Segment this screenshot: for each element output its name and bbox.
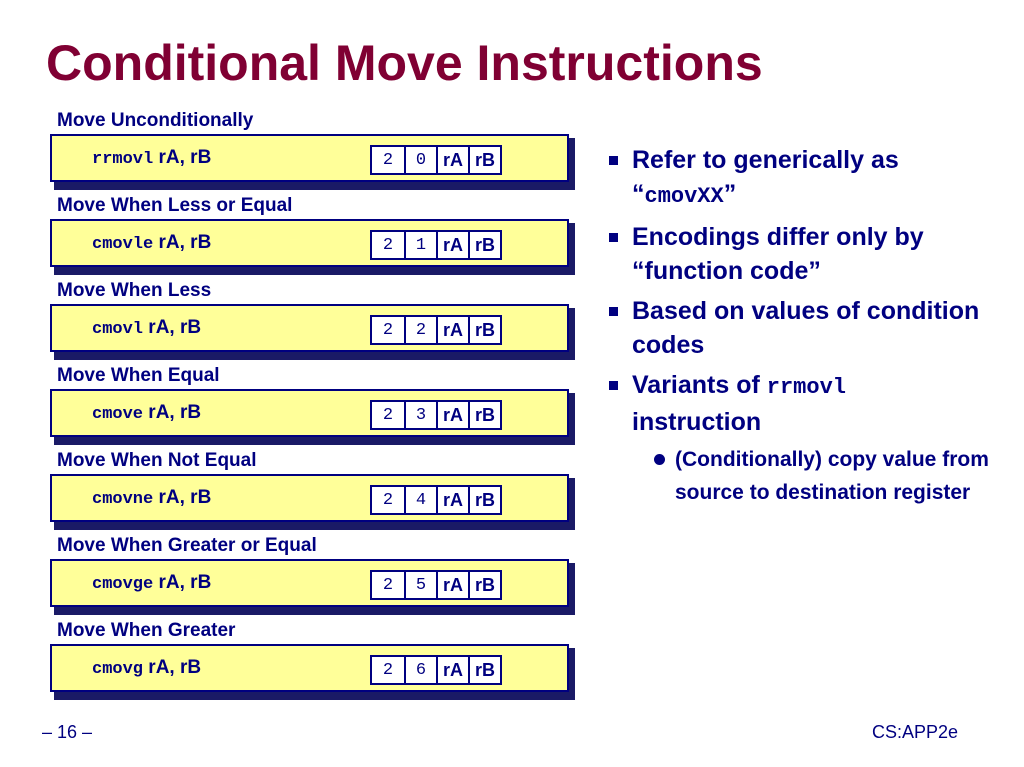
row-label: Move When Not Equal bbox=[57, 450, 257, 471]
rb-cell: rB bbox=[468, 317, 500, 343]
bullet-code: rrmovl bbox=[766, 375, 846, 400]
function-code-cell: 4 bbox=[404, 487, 436, 513]
encoding-bytes bbox=[370, 655, 502, 685]
instruction-syntax bbox=[92, 402, 201, 424]
encoding-bytes bbox=[370, 485, 502, 515]
instruction-box bbox=[50, 304, 569, 352]
ra-cell: rA bbox=[436, 572, 468, 598]
row-label: Move When Equal bbox=[57, 365, 220, 386]
row-label: Move When Greater or Equal bbox=[57, 535, 317, 556]
rb-cell: rB bbox=[468, 402, 500, 428]
rb-cell: rB bbox=[468, 147, 500, 173]
bullet-encodings bbox=[609, 220, 1009, 288]
instruction-syntax bbox=[92, 572, 211, 594]
mnemonic: rrmovl bbox=[92, 150, 154, 169]
round-bullet-icon bbox=[654, 454, 665, 465]
icode-cell: 2 bbox=[382, 235, 394, 255]
operands: rA, rB bbox=[158, 147, 212, 168]
icode-cell: 2 bbox=[382, 575, 394, 595]
encoding-bytes bbox=[370, 145, 502, 175]
function-code-cell: 5 bbox=[404, 572, 436, 598]
ra-cell: rA bbox=[436, 487, 468, 513]
operands: rA, rB bbox=[148, 657, 202, 678]
operands: rA, rB bbox=[158, 232, 212, 253]
square-bullet-icon bbox=[609, 233, 618, 242]
square-bullet-icon bbox=[609, 307, 618, 316]
mnemonic: cmovl bbox=[92, 320, 144, 339]
rb-cell: rB bbox=[468, 572, 500, 598]
course-label: CS:APP2e bbox=[872, 722, 959, 742]
open-quote: “ bbox=[632, 180, 645, 208]
instruction-box bbox=[50, 389, 569, 437]
rb-cell: rB bbox=[468, 487, 500, 513]
bullet-condition-codes bbox=[609, 294, 1009, 362]
rb-cell: rB bbox=[468, 657, 500, 683]
operands: rA, rB bbox=[148, 402, 202, 423]
ra-cell: rA bbox=[436, 232, 468, 258]
instruction-box bbox=[50, 134, 569, 182]
operands: rA, rB bbox=[148, 317, 202, 338]
operands: rA, rB bbox=[158, 572, 212, 593]
icode-cell: 2 bbox=[382, 660, 394, 680]
icode-cell: 2 bbox=[382, 405, 394, 425]
bullet-generic-name bbox=[609, 143, 1009, 214]
encoding-bytes bbox=[370, 400, 502, 430]
ra-cell: rA bbox=[436, 317, 468, 343]
mnemonic: cmovge bbox=[92, 575, 154, 594]
mnemonic: cmove bbox=[92, 405, 144, 424]
function-code-cell: 1 bbox=[404, 232, 436, 258]
icode-cell: 2 bbox=[382, 490, 394, 510]
instruction-syntax bbox=[92, 232, 211, 254]
square-bullet-icon bbox=[609, 156, 618, 165]
rb-cell: rB bbox=[468, 232, 500, 258]
row-label: Move When Less or Equal bbox=[57, 195, 293, 216]
mnemonic: cmovg bbox=[92, 660, 144, 679]
ra-cell: rA bbox=[436, 402, 468, 428]
bullet-text: Refer to generically as bbox=[632, 146, 899, 174]
page-number: – 16 – bbox=[42, 722, 93, 742]
row-label: Move When Greater bbox=[57, 620, 236, 641]
instruction-syntax bbox=[92, 147, 211, 169]
instruction-syntax bbox=[92, 487, 211, 509]
bullet-text: Variants of bbox=[632, 371, 760, 399]
ra-cell: rA bbox=[436, 147, 468, 173]
function-code-cell: 2 bbox=[404, 317, 436, 343]
bullet-text: Encodings differ only by “function code” bbox=[632, 223, 924, 285]
sub-bullet-text: (Conditionally) copy value from source to destination register bbox=[675, 448, 989, 504]
function-code-cell: 6 bbox=[404, 657, 436, 683]
mnemonic: cmovne bbox=[92, 490, 154, 509]
slide-title: Conditional Move Instructions bbox=[46, 35, 763, 91]
encoding-bytes bbox=[370, 315, 502, 345]
encoding-bytes bbox=[370, 230, 502, 260]
mnemonic: cmovle bbox=[92, 235, 154, 254]
instruction-box bbox=[50, 559, 569, 607]
square-bullet-icon bbox=[609, 381, 618, 390]
bullet-text: Based on values of condition codes bbox=[632, 297, 980, 359]
ra-cell: rA bbox=[436, 657, 468, 683]
instruction-box bbox=[50, 644, 569, 692]
operands: rA, rB bbox=[158, 487, 212, 508]
instruction-box bbox=[50, 219, 569, 267]
instruction-box bbox=[50, 474, 569, 522]
icode-cell: 2 bbox=[382, 320, 394, 340]
row-label: Move Unconditionally bbox=[57, 110, 254, 131]
bullet-list bbox=[609, 143, 1009, 509]
icode-cell: 2 bbox=[382, 150, 394, 170]
bullet-text-tail: instruction bbox=[632, 408, 762, 436]
function-code-cell: 3 bbox=[404, 402, 436, 428]
bullet-variants bbox=[609, 368, 1009, 439]
instruction-syntax bbox=[92, 317, 201, 339]
sub-bullet-copy bbox=[654, 443, 1009, 509]
bullet-code: cmovXX bbox=[644, 184, 724, 209]
instruction-syntax bbox=[92, 657, 201, 679]
close-quote: ” bbox=[723, 180, 737, 208]
function-code-cell: 0 bbox=[404, 147, 436, 173]
encoding-bytes bbox=[370, 570, 502, 600]
row-label: Move When Less bbox=[57, 280, 212, 301]
